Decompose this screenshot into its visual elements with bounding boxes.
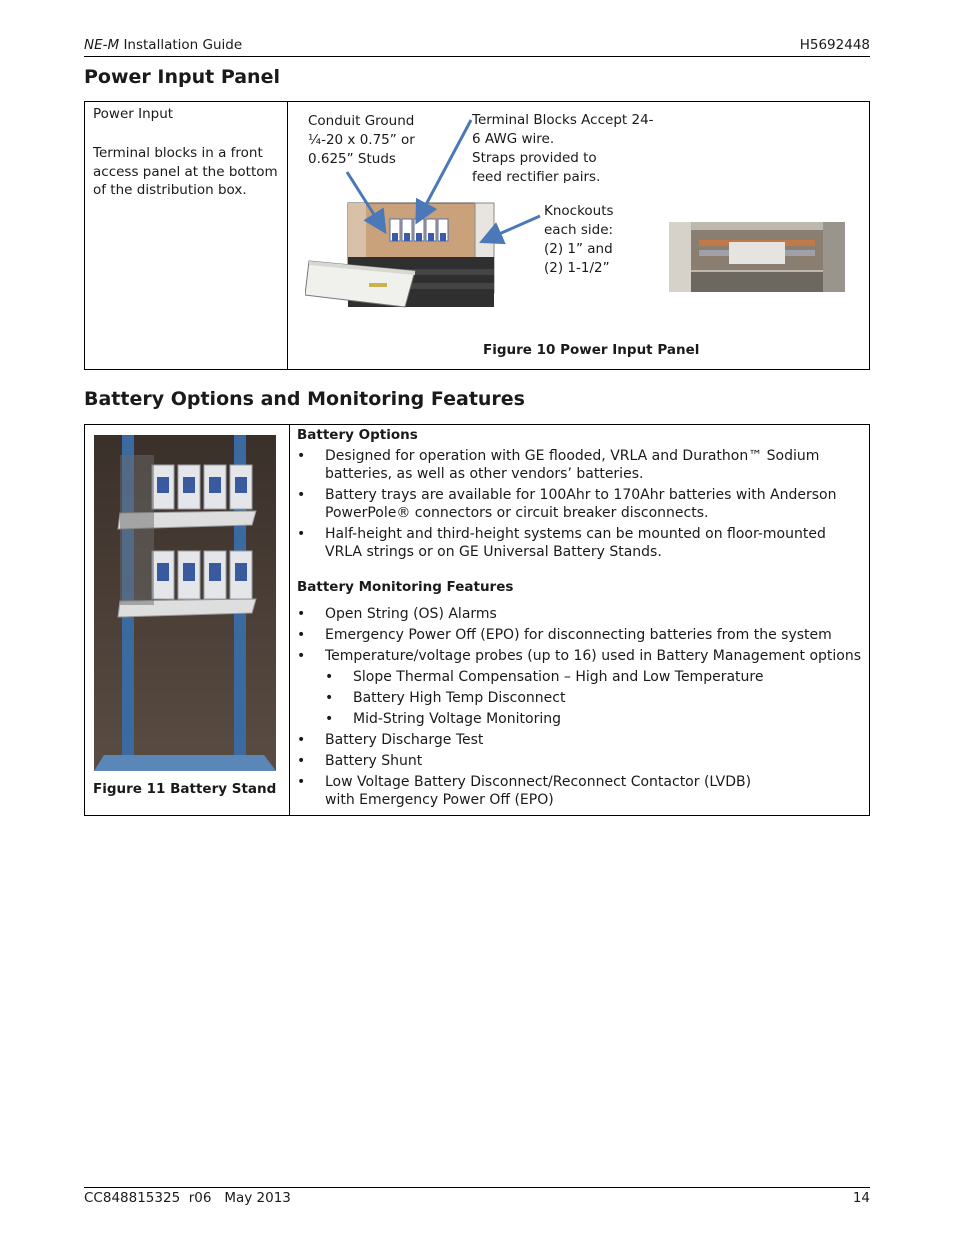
list-item: • Battery Shunt <box>297 752 862 770</box>
battery-stand-photo <box>94 435 276 771</box>
figure-10-caption: Figure 10 Power Input Panel <box>483 342 700 358</box>
header-left <box>84 37 242 53</box>
battery-options-list <box>297 447 862 561</box>
battery-table <box>84 424 870 816</box>
power-input-label: Power Input <box>93 106 174 122</box>
battery-monitoring-list <box>297 605 862 809</box>
section-title-power-input: Power Input Panel <box>84 66 280 88</box>
arrow-conduit <box>347 172 380 224</box>
list-item: • Designed for operation with GE flooded, VRLA and Durathon™ Sodium batteries, as well as other vendors’ batteries. <box>297 447 862 483</box>
list-subitem: • Mid-String Voltage Monitoring <box>297 710 862 728</box>
list-subitem: • Slope Thermal Compensation – High and Low Temperature <box>297 668 862 686</box>
header-rule <box>84 56 870 57</box>
section-title-battery: Battery Options and Monitoring Features <box>84 388 525 410</box>
battery-options-heading: Battery Options <box>297 427 418 443</box>
document-number: H5692448 <box>799 37 870 53</box>
product-name: NE-M <box>84 37 120 53</box>
page-number: 14 <box>852 1190 870 1206</box>
list-item: • Battery trays are available for 100Ahr to 170Ahr batteries with Anderson PowerPole® connectors or circuit breaker disconnects. <box>297 486 862 522</box>
arrow-knockouts <box>490 216 540 238</box>
list-subitem: • Battery High Temp Disconnect <box>297 689 862 707</box>
list-item: • Open String (OS) Alarms <box>297 605 862 623</box>
figure-11-caption: Figure 11 Battery Stand <box>93 781 277 797</box>
footer-rule <box>84 1187 870 1188</box>
arrow-terminal <box>421 120 471 214</box>
power-input-description: Terminal blocks in a front access panel at the bottom of the distribution box. <box>93 145 278 198</box>
guide-title: Installation Guide <box>119 37 243 53</box>
list-item: • Low Voltage Battery Disconnect/Reconnect Contactor (LVDB) with Emergency Power Off (EPO) <box>297 773 862 809</box>
footer-document-info: CC848815325 r06 May 2013 <box>84 1190 291 1206</box>
callout-conduit-ground: Conduit Ground ¼-20 x 0.75” or 0.625” Studs <box>308 113 415 167</box>
battery-content <box>297 426 862 812</box>
list-item: • Half-height and third-height systems can be mounted on floor-mounted VRLA strings or on GE Universal Battery Stands. <box>297 525 862 561</box>
callout-terminal-blocks: Terminal Blocks Accept 24- 6 AWG wire. Straps provided to feed rectifier pairs. <box>472 112 654 183</box>
callout-knockouts: Knockouts each side: (2) 1” and (2) 1-1/2” <box>544 203 614 276</box>
list-item: • Battery Discharge Test <box>297 731 862 749</box>
list-item: • Emergency Power Off (EPO) for disconnecting batteries from the system <box>297 626 862 644</box>
power-input-table <box>84 101 870 370</box>
internal-panel-photo <box>669 222 845 292</box>
battery-monitoring-heading: Battery Monitoring Features <box>297 578 514 595</box>
table-divider <box>289 425 290 815</box>
list-item: • Temperature/voltage probes (up to 16) used in Battery Management options <box>297 647 862 665</box>
